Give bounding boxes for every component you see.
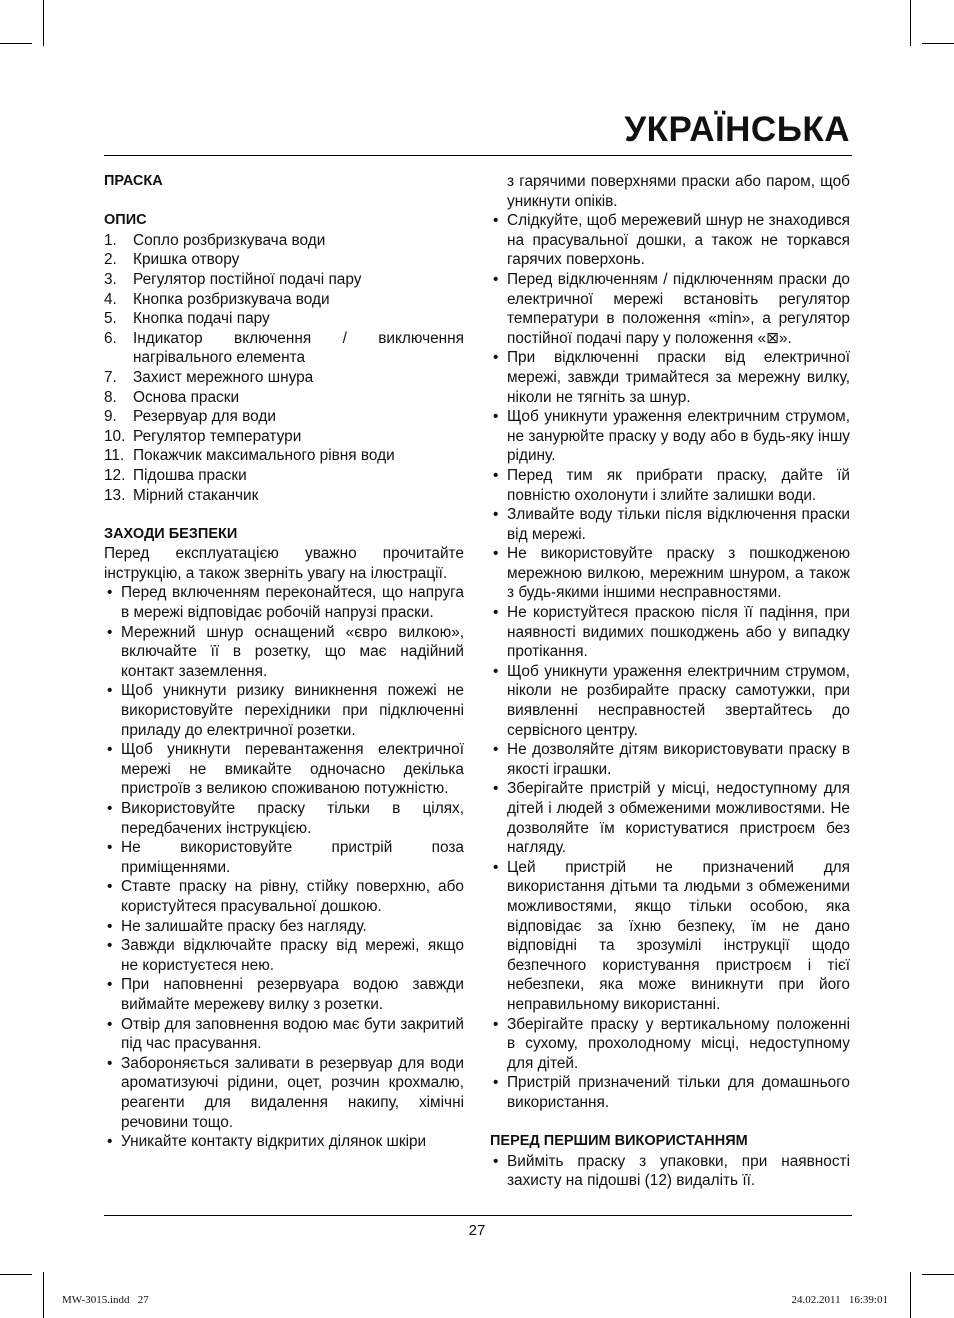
crop-mark (43, 0, 44, 46)
list-item (104, 466, 464, 486)
safety-list (104, 583, 464, 1151)
bullet-icon: • (107, 584, 113, 602)
crop-mark (0, 43, 32, 44)
page-title: УКРАЇНСЬКА (624, 110, 850, 149)
crop-mark (43, 1272, 44, 1318)
bullet-icon: • (107, 839, 113, 857)
list-text: Перед включенням переконайтеся, що напруга в мережі відповідає робочій напрузі праски. (121, 584, 464, 622)
header-rule (104, 155, 852, 156)
bullet-icon: • (107, 741, 113, 759)
bullet-icon: • (493, 1015, 499, 1033)
list-item (104, 407, 464, 427)
list-item (104, 936, 464, 975)
list-item (104, 231, 464, 251)
right-column (490, 172, 850, 1191)
list-item (490, 740, 850, 779)
list-item (490, 348, 850, 407)
list-item (104, 877, 464, 916)
safety-intro: Перед експлуатацією уважно прочитайте інструкцію, а також зверніть увагу на ілюстрації. (104, 545, 464, 582)
crop-mark (922, 1274, 954, 1275)
first-use-list (490, 1152, 850, 1191)
safety-list-continued (490, 211, 850, 1112)
list-text: Не використовуйте пристрій поза приміщеннями. (121, 839, 464, 876)
list-item (104, 799, 464, 838)
bullet-icon: • (107, 878, 113, 896)
list-number: 2. (104, 251, 117, 269)
list-text: Не використовуйте праску з пошкодженою мережною вилкою, мережним шнуром, а також з будь-якими іншими несправностями. (507, 545, 850, 602)
list-text: Отвір для заповнення водою має бути закритий під час прасування. (121, 1015, 464, 1053)
list-text: Підошва праски (133, 466, 247, 484)
bullet-icon: • (107, 976, 113, 994)
list-number: 12. (104, 466, 126, 484)
list-number: 4. (104, 290, 117, 308)
list-item (104, 1132, 464, 1152)
list-text: Резервуар для води (133, 408, 276, 426)
bullet-icon: • (493, 545, 499, 563)
list-number: 1. (104, 231, 117, 249)
left-column (104, 172, 464, 1152)
print-timestamp: 24.02.2011 16:39:01 (791, 1294, 888, 1306)
list-item (490, 1073, 850, 1112)
section-heading-description: ОПИС (104, 212, 147, 229)
list-text: Кнопка розбризкувача води (133, 290, 330, 308)
list-item (104, 270, 464, 290)
list-text: При наповненні резервуара водою завжди виймайте мережеву вилку з розетки. (121, 976, 464, 1013)
list-text: Використовуйте праску тільки в цілях, передбачених інструкцією. (121, 800, 464, 837)
list-text: Щоб уникнути ураження електричним струмом, ніколи не розбирайте праску самотужки, при виявленні несправностей звертайтесь до сервісного центру. (507, 662, 850, 739)
list-text: Вийміть праску з упаковки, при наявності захисту на підошві (12) видаліть її. (507, 1152, 850, 1190)
list-number: 5. (104, 310, 117, 328)
list-text: Слідкуйте, щоб мережевий шнур не знаходився на прасувальної дошки, а також не торкався гарячих поверхонь. (507, 212, 850, 269)
list-text: Щоб уникнути ризику виникнення пожежі не використовуйте перехідники при підключенні приладу до електричної розетки. (121, 682, 464, 739)
section-heading-first-use: ПЕРЕД ПЕРШИМ ВИКОРИСТАННЯМ (490, 1133, 748, 1150)
parts-list (104, 231, 464, 505)
bullet-icon: • (493, 212, 499, 230)
list-text: Регулятор температури (133, 427, 302, 445)
list-number: 3. (104, 270, 117, 288)
list-text: Не дозволяйте дітям використовувати праску в якості іграшки. (507, 741, 850, 778)
bullet-icon: • (107, 1133, 113, 1151)
list-number: 10. (104, 427, 126, 445)
bullet-icon: • (493, 604, 499, 622)
list-text: Щоб уникнути перевантаження електричної мережі не вмикайте одночасно декілька пристроїв з великою споживаною потужністю. (121, 741, 464, 798)
list-number: 11. (104, 447, 125, 465)
list-number: 6. (104, 329, 117, 347)
list-item (104, 838, 464, 877)
list-text: Регулятор постійної подачі пару (133, 270, 362, 288)
list-item (490, 1015, 850, 1074)
list-number: 8. (104, 388, 117, 406)
bullet-icon: • (107, 800, 113, 817)
crop-mark (922, 43, 954, 44)
list-item (104, 917, 464, 937)
bullet-icon: • (107, 937, 113, 955)
bullet-icon: • (107, 917, 113, 935)
list-text: Уникайте контакту відкритих ділянок шкіри (121, 1133, 427, 1151)
list-item (490, 603, 850, 662)
list-text: Сопло розбризкувача води (133, 231, 326, 249)
bullet-icon: • (493, 466, 499, 484)
bullet-icon: • (493, 506, 499, 524)
list-item (104, 427, 464, 447)
crop-mark (910, 1272, 911, 1318)
list-text: Індикатор включення / виключення нагрівального елемента (133, 329, 464, 367)
list-item (104, 388, 464, 408)
list-text: Зберігайте праску у вертикальному положенні в сухому, прохолодному місці, недоступному для дітей. (507, 1015, 850, 1072)
list-text: Пристрій призначений тільки для домашнього використання. (507, 1074, 850, 1111)
bullet-icon: • (493, 270, 499, 288)
list-item (104, 975, 464, 1014)
list-text: Перед відключенням / підключенням праски до електричної мережі встановіть регулятор температури в положення «min», а регулятор постійної подачі пару у положення «⊠». (507, 270, 850, 347)
list-text: Захист мережного шнура (133, 368, 314, 386)
list-item (104, 681, 464, 740)
list-item (104, 740, 464, 799)
list-text: Зберігайте пристрій у місці, недоступному для дітей і людей з обмеженими можливостями. Не дозволяйте їм користуватися пристроєм без нагляду. (507, 780, 850, 857)
list-item (104, 250, 464, 270)
list-text: Перед тим як прибрати праску, дайте їй повністю охолонути і злийте залишки води. (507, 466, 850, 504)
list-text: Зливайте воду тільки після відключення праски від мережі. (507, 506, 850, 543)
page-number: 27 (468, 1222, 486, 1239)
list-text: Цей пристрій не призначений для використання дітьми та людьми з обмеженими можливостями, якщо тільки особою, яка відповідає за їхню безпеку, їм не дано відповідні та зрозумілі інструкції щодо безпечного користування пристроєм і тієї небезпеки, яка може виникнути при його неправильному використанні. (507, 858, 850, 1013)
crop-mark (910, 0, 911, 46)
bullet-icon: • (493, 741, 499, 759)
footer-rule (104, 1215, 852, 1216)
section-heading-safety: ЗАХОДИ БЕЗПЕКИ (104, 525, 238, 542)
bullet-icon: • (493, 780, 499, 798)
list-text: Завжди відключайте праску від мережі, якщо не користуєтеся нею. (121, 937, 464, 974)
list-item (104, 486, 464, 506)
bullet-icon: • (107, 682, 113, 700)
list-item (490, 505, 850, 544)
list-text: Щоб уникнути ураження електричним струмом, не занурюйте праску у воду або в будь-яку іншу рідину. (507, 408, 850, 465)
list-item (104, 623, 464, 682)
list-item (490, 779, 850, 857)
list-text: Кришка отвору (133, 251, 240, 269)
list-text: Не залишайте праску без нагляду. (121, 917, 367, 935)
list-item (490, 1152, 850, 1191)
bullet-icon: • (107, 1015, 113, 1033)
list-item (104, 290, 464, 310)
list-item (104, 368, 464, 388)
list-number: 7. (104, 368, 117, 386)
list-text: Не користуйтеся праскою після її падіння, при наявності видимих пошкоджень або у випадку протікання. (507, 604, 850, 661)
list-text: Ставте праску на рівну, стійку поверхню, або користуйтеся прасувальної дошкою. (121, 878, 464, 915)
list-item (104, 446, 464, 466)
list-item (490, 211, 850, 270)
list-text: Кнопка подачі пару (133, 310, 270, 328)
list-item (490, 466, 850, 505)
list-item (490, 662, 850, 740)
list-item (490, 407, 850, 466)
list-item (104, 1015, 464, 1054)
bullet-icon: • (493, 1074, 499, 1092)
list-number: 9. (104, 408, 117, 426)
list-item (490, 544, 850, 603)
list-item (104, 1054, 464, 1132)
list-item (104, 583, 464, 622)
file-slug: MW-3015.indd 27 (62, 1294, 149, 1306)
list-text: При відключенні праски від електричної мережі, завжди тримайтеся за мережну вилку, ніколи не тягніть за шнур. (507, 349, 850, 406)
list-text: Основа праски (133, 388, 240, 406)
bullet-icon: • (107, 623, 113, 641)
list-text: Забороняється заливати в резервуар для води ароматизуючі рідини, оцет, розчин крохмалю, реагенти для видалення накипу, хімічні речовини тощо. (121, 1054, 464, 1131)
bullet-icon: • (493, 349, 499, 367)
bullet-icon: • (493, 408, 499, 426)
continued-text: з гарячими поверхнями праски або паром, щоб уникнути опіків. (507, 173, 850, 210)
bullet-icon: • (493, 1152, 499, 1170)
list-item (490, 858, 850, 1015)
list-text: Мережний шнур оснащений «євро вилкою», включайте її в розетку, що має надійний контакт заземлення. (121, 623, 464, 680)
bullet-icon: • (493, 858, 499, 876)
list-item (104, 329, 464, 368)
list-text: Покажчик максимального рівня води (133, 447, 395, 465)
crop-mark (0, 1274, 32, 1275)
bullet-icon: • (493, 662, 499, 680)
section-heading-iron: ПРАСКА (104, 173, 163, 189)
list-item (104, 309, 464, 329)
list-number: 13. (104, 486, 126, 504)
bullet-icon: • (107, 1054, 113, 1072)
list-item (490, 270, 850, 348)
list-text: Мірний стаканчик (133, 486, 259, 504)
